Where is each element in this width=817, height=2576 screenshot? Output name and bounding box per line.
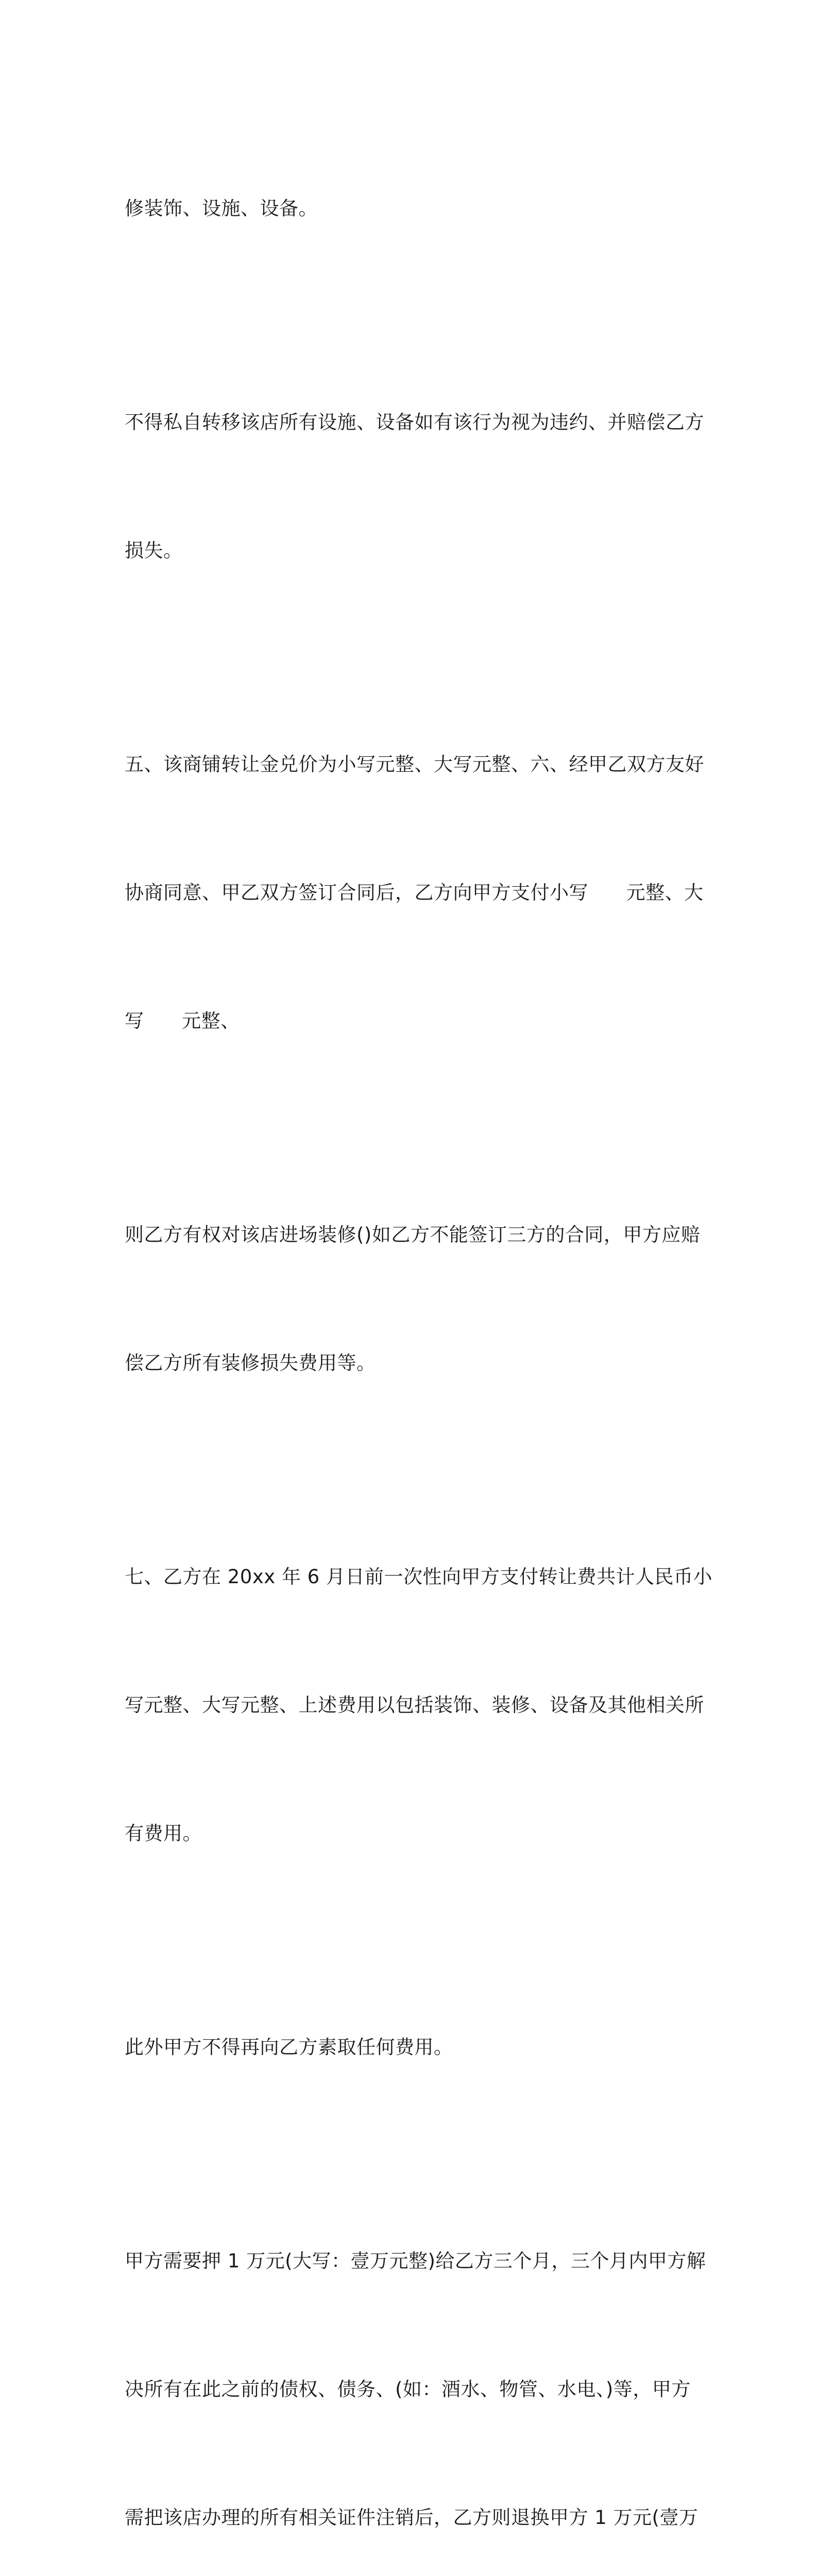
paragraph-3 xyxy=(125,657,702,1128)
paragraph-2 xyxy=(125,315,702,657)
text-line: 损失。 xyxy=(125,539,183,562)
text-line: 七、乙方在 20xx 年 6 月日前一次性向甲方支付转让费共计人民币小 xyxy=(125,1566,712,1588)
text-line: 写 元整、 xyxy=(125,1010,240,1032)
text-line: 不得私自转移该店所有设施、设备如有该行为视为违约、并赔偿乙方 xyxy=(125,411,704,433)
text-line: 此外甲方不得再向乙方素取任何费用。 xyxy=(125,2036,453,2058)
text-line: 协商同意、甲乙双方签订合同后，乙方向甲方支付小写 元整、大 xyxy=(125,882,704,904)
text-line: 五、该商铺转让金兑价为小写元整、大写元整、六、经甲乙双方友好 xyxy=(125,753,704,775)
paragraph-1 xyxy=(125,101,702,315)
text-line: 写元整、大写元整、上述费用以包括装饰、装修、设备及其他相关所 xyxy=(125,1694,704,1716)
document-body xyxy=(125,101,712,2576)
text-line: 决所有在此之前的债权、债务、(如：酒水、物管、水电、)等，甲方 xyxy=(125,2378,691,2400)
paragraph-7 xyxy=(125,2154,706,2576)
paragraph-5 xyxy=(125,1470,712,1940)
text-line: 偿乙方所有装修损失费用等。 xyxy=(125,1352,376,1374)
text-line: 修装饰、设施、设备。 xyxy=(125,197,318,219)
text-line: 需把该店办理的所有相关证件注销后，乙方则退换甲方 1 万元(壹万 xyxy=(125,2506,699,2529)
text-line: 则乙方有权对该店进场装修()如乙方不能签订三方的合同，甲方应赔 xyxy=(125,1224,701,1246)
text-line: 有费用。 xyxy=(125,1822,202,1844)
paragraph-6 xyxy=(125,1940,702,2154)
paragraph-4 xyxy=(125,1128,702,1470)
text-line: 甲方需要押 1 万元(大写：壹万元整)给乙方三个月，三个月内甲方解 xyxy=(125,2250,706,2272)
